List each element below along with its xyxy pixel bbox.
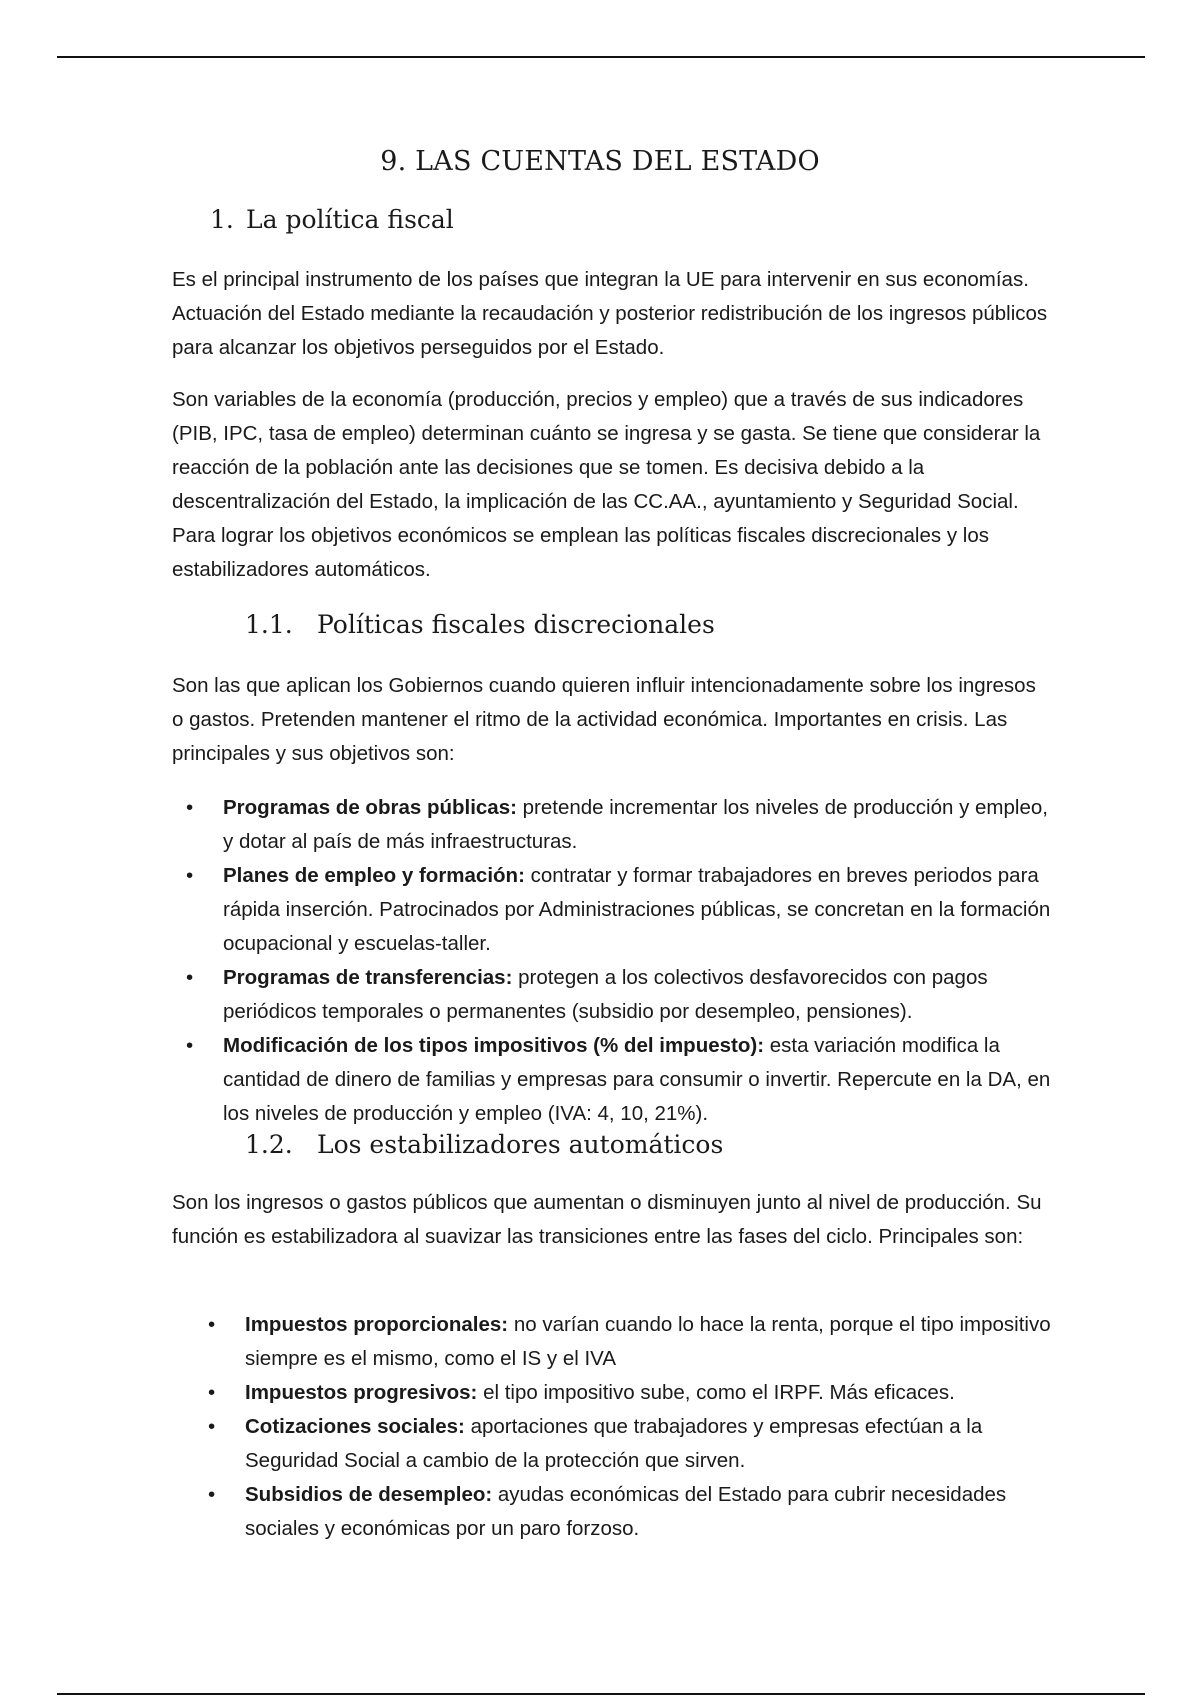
list-item-term: Impuestos progresivos: — [245, 1381, 478, 1404]
bullet-icon: • — [186, 796, 194, 819]
bullet-icon: • — [208, 1381, 216, 1404]
section-heading-1 — [210, 205, 454, 234]
list-item-term: Planes de empleo y formación: — [223, 864, 525, 887]
list-item — [172, 859, 1052, 961]
list-item-text: ayudas económicas del Estado para cubrir necesidades sociales y económicas por un paro forzoso. — [245, 1483, 1007, 1540]
list-item — [194, 1308, 1054, 1376]
bullet-icon: • — [186, 864, 194, 887]
bullet-list-estabilizadores — [194, 1308, 1054, 1546]
section-title: La política fiscal — [246, 205, 454, 234]
bullet-icon: • — [208, 1483, 216, 1506]
paragraph: Son las que aplican los Gobiernos cuando quieren influir intencionadamente sobre los ingresos o gastos. Pretenden mantener el ritmo de la actividad económica. Importantes en crisis. Las principales y sus objetivos son: — [172, 674, 1036, 765]
list-item — [172, 791, 1052, 859]
bullet-icon: • — [208, 1313, 216, 1336]
list-item-term: Modificación de los tipos impositivos (% del impuesto): — [223, 1034, 765, 1057]
bullet-list-discrecionales — [172, 791, 1052, 1131]
list-item-term: Cotizaciones sociales: — [245, 1415, 465, 1438]
paragraph: Es el principal instrumento de los países que integran la UE para intervenir en sus economías. Actuación del Estado mediante la recaudación y posterior redistribución de los ingresos públicos para alcanzar los objetivos perseguidos por el Estado. — [172, 268, 1048, 359]
section-heading-1-1 — [245, 610, 715, 639]
page-title: 9. LAS CUENTAS DEL ESTADO — [380, 146, 820, 177]
list-item — [194, 1478, 1054, 1546]
section-number: 1.2. — [245, 1130, 293, 1159]
bullet-icon: • — [186, 966, 194, 989]
list-item-text: pretende incrementar los niveles de producción y empleo, y dotar al país de más infraestructuras. — [223, 796, 1048, 853]
list-item — [194, 1376, 1054, 1410]
list-item-term: Impuestos proporcionales: — [245, 1313, 509, 1336]
section-heading-1-2 — [245, 1130, 723, 1159]
list-item-text: no varían cuando lo hace la renta, porque el tipo impositivo siempre es el mismo, como el IS y el IVA — [245, 1313, 1051, 1370]
list-item-term: Subsidios de desempleo: — [245, 1483, 493, 1506]
section-title: Los estabilizadores automáticos — [317, 1130, 724, 1159]
section-number: 1.1. — [245, 610, 293, 639]
section-number: 1. — [210, 205, 234, 234]
list-item-text: esta variación modifica la cantidad de dinero de familias y empresas para consumir o invertir. Repercute en la DA, en los niveles de producción y empleo (IVA: 4, 10, 21%). — [223, 1034, 1051, 1125]
paragraph: Son variables de la economía (producción, precios y empleo) que a través de sus indicadores (PIB, IPC, tasa de empleo) determinan cuánto se ingresa y se gasta. Se tiene que considerar la reacción de la población ante las decisiones que se tomen. Es decisiva debido a la descentralización del Estado, la implicación de las CC.AA., ayuntamiento y Seguridad Social. Para lograr los objetivos económicos se emplean las políticas fiscales discrecionales y los estabilizadores automáticos. — [172, 388, 1041, 581]
bullet-icon: • — [186, 1034, 194, 1057]
list-item-text: protegen a los colectivos desfavorecidos con pagos periódicos temporales o permanentes (subsidio por desempleo, pensiones). — [223, 966, 988, 1023]
header-rule — [57, 56, 1145, 58]
list-item-term: Programas de transferencias: — [223, 966, 513, 989]
list-item — [194, 1410, 1054, 1478]
bullet-icon: • — [208, 1415, 216, 1438]
list-item-text: el tipo impositivo sube, como el IRPF. Más eficaces. — [477, 1381, 955, 1404]
list-item-text: aportaciones que trabajadores y empresas efectúan a la Seguridad Social a cambio de la protección que sirven. — [245, 1415, 983, 1472]
paragraph: Son los ingresos o gastos públicos que aumentan o disminuyen junto al nivel de producción. Su función es estabilizadora al suavizar las transiciones entre las fases del ciclo. Principales son: — [172, 1191, 1042, 1248]
section-title: Políticas fiscales discrecionales — [317, 610, 715, 639]
list-item — [172, 1029, 1052, 1131]
list-item — [172, 961, 1052, 1029]
list-item-term: Programas de obras públicas: — [223, 796, 517, 819]
list-item-text: contratar y formar trabajadores en breves periodos para rápida inserción. Patrocinados por Administraciones públicas, se concretan en la formación ocupacional y escuelas-taller. — [223, 864, 1051, 955]
footer-rule — [57, 1693, 1145, 1695]
